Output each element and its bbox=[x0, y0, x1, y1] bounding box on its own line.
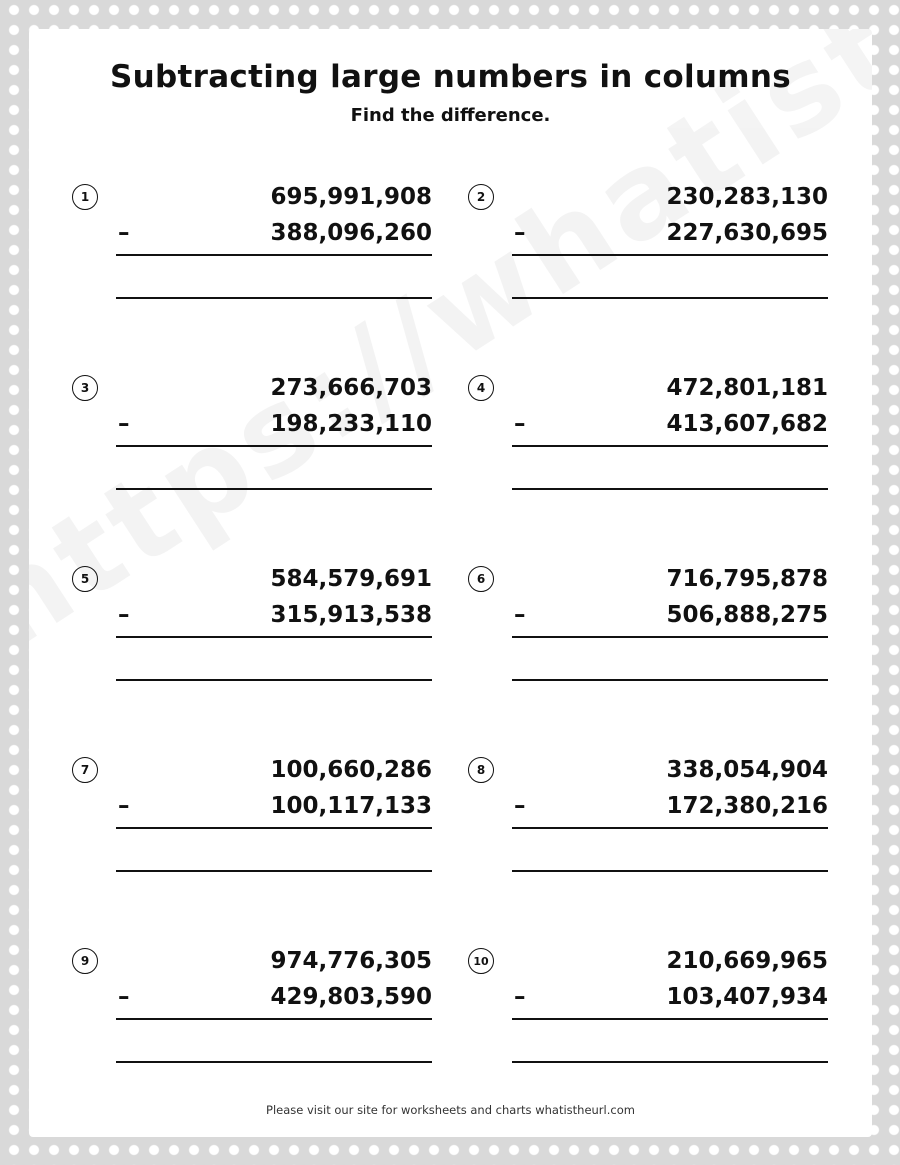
problem-3 bbox=[72, 374, 432, 494]
subtraction-line bbox=[512, 636, 828, 638]
problem-number-badge: 7 bbox=[72, 757, 98, 783]
subtraction-line bbox=[116, 445, 432, 447]
subtraction-line bbox=[512, 1018, 828, 1020]
answer-line[interactable] bbox=[512, 679, 828, 681]
worksheet-page bbox=[29, 29, 872, 1137]
answer-line[interactable] bbox=[512, 297, 828, 299]
subtrahend: 100,117,133 bbox=[270, 793, 432, 819]
subtraction-line bbox=[512, 445, 828, 447]
minus-sign: – bbox=[118, 411, 130, 437]
problem-number-badge: 1 bbox=[72, 184, 98, 210]
problem-10 bbox=[468, 947, 828, 1067]
problem-number-badge: 3 bbox=[72, 375, 98, 401]
minus-sign: – bbox=[118, 602, 130, 628]
subtraction-line bbox=[116, 254, 432, 256]
subtrahend: 506,888,275 bbox=[666, 602, 828, 628]
minuend: 230,283,130 bbox=[666, 184, 828, 210]
subtraction-line bbox=[512, 254, 828, 256]
problem-number-badge: 4 bbox=[468, 375, 494, 401]
answer-line[interactable] bbox=[116, 488, 432, 490]
answer-line[interactable] bbox=[116, 679, 432, 681]
answer-line[interactable] bbox=[512, 1061, 828, 1063]
minus-sign: – bbox=[118, 793, 130, 819]
subtraction-line bbox=[512, 827, 828, 829]
problem-number-badge: 8 bbox=[468, 757, 494, 783]
subtrahend: 198,233,110 bbox=[270, 411, 432, 437]
problem-6 bbox=[468, 565, 828, 685]
minus-sign: – bbox=[514, 793, 526, 819]
minuend: 974,776,305 bbox=[270, 948, 432, 974]
subtrahend: 388,096,260 bbox=[270, 220, 432, 246]
answer-line[interactable] bbox=[116, 870, 432, 872]
subtraction-line bbox=[116, 636, 432, 638]
minuend: 273,666,703 bbox=[270, 375, 432, 401]
problem-2 bbox=[468, 183, 828, 303]
minuend: 472,801,181 bbox=[666, 375, 828, 401]
problem-5 bbox=[72, 565, 432, 685]
problem-number-badge: 6 bbox=[468, 566, 494, 592]
problem-7 bbox=[72, 756, 432, 876]
subtrahend: 227,630,695 bbox=[666, 220, 828, 246]
minuend: 695,991,908 bbox=[270, 184, 432, 210]
subtrahend: 172,380,216 bbox=[666, 793, 828, 819]
subtraction-line bbox=[116, 827, 432, 829]
page-title: Subtracting large numbers in columns bbox=[110, 59, 791, 95]
answer-line[interactable] bbox=[116, 297, 432, 299]
minuend: 100,660,286 bbox=[270, 757, 432, 783]
minus-sign: – bbox=[514, 984, 526, 1010]
answer-line[interactable] bbox=[116, 1061, 432, 1063]
problem-1 bbox=[72, 183, 432, 303]
minus-sign: – bbox=[514, 220, 526, 246]
minus-sign: – bbox=[514, 411, 526, 437]
minus-sign: – bbox=[118, 220, 130, 246]
problem-4 bbox=[468, 374, 828, 494]
page-subtitle: Find the difference. bbox=[350, 105, 551, 126]
problem-number-badge: 10 bbox=[468, 948, 494, 974]
minus-sign: – bbox=[514, 602, 526, 628]
problem-9 bbox=[72, 947, 432, 1067]
subtrahend: 103,407,934 bbox=[666, 984, 828, 1010]
minuend: 716,795,878 bbox=[666, 566, 828, 592]
subtrahend: 429,803,590 bbox=[270, 984, 432, 1010]
minuend: 584,579,691 bbox=[270, 566, 432, 592]
footer-note: Please visit our site for worksheets and charts whatistheurl.com bbox=[266, 1103, 635, 1117]
problem-number-badge: 9 bbox=[72, 948, 98, 974]
subtraction-line bbox=[116, 1018, 432, 1020]
problem-8 bbox=[468, 756, 828, 876]
answer-line[interactable] bbox=[512, 870, 828, 872]
answer-line[interactable] bbox=[512, 488, 828, 490]
subtrahend: 315,913,538 bbox=[270, 602, 432, 628]
subtrahend: 413,607,682 bbox=[666, 411, 828, 437]
minus-sign: – bbox=[118, 984, 130, 1010]
minuend: 210,669,965 bbox=[666, 948, 828, 974]
problem-number-badge: 5 bbox=[72, 566, 98, 592]
problem-number-badge: 2 bbox=[468, 184, 494, 210]
minuend: 338,054,904 bbox=[666, 757, 828, 783]
